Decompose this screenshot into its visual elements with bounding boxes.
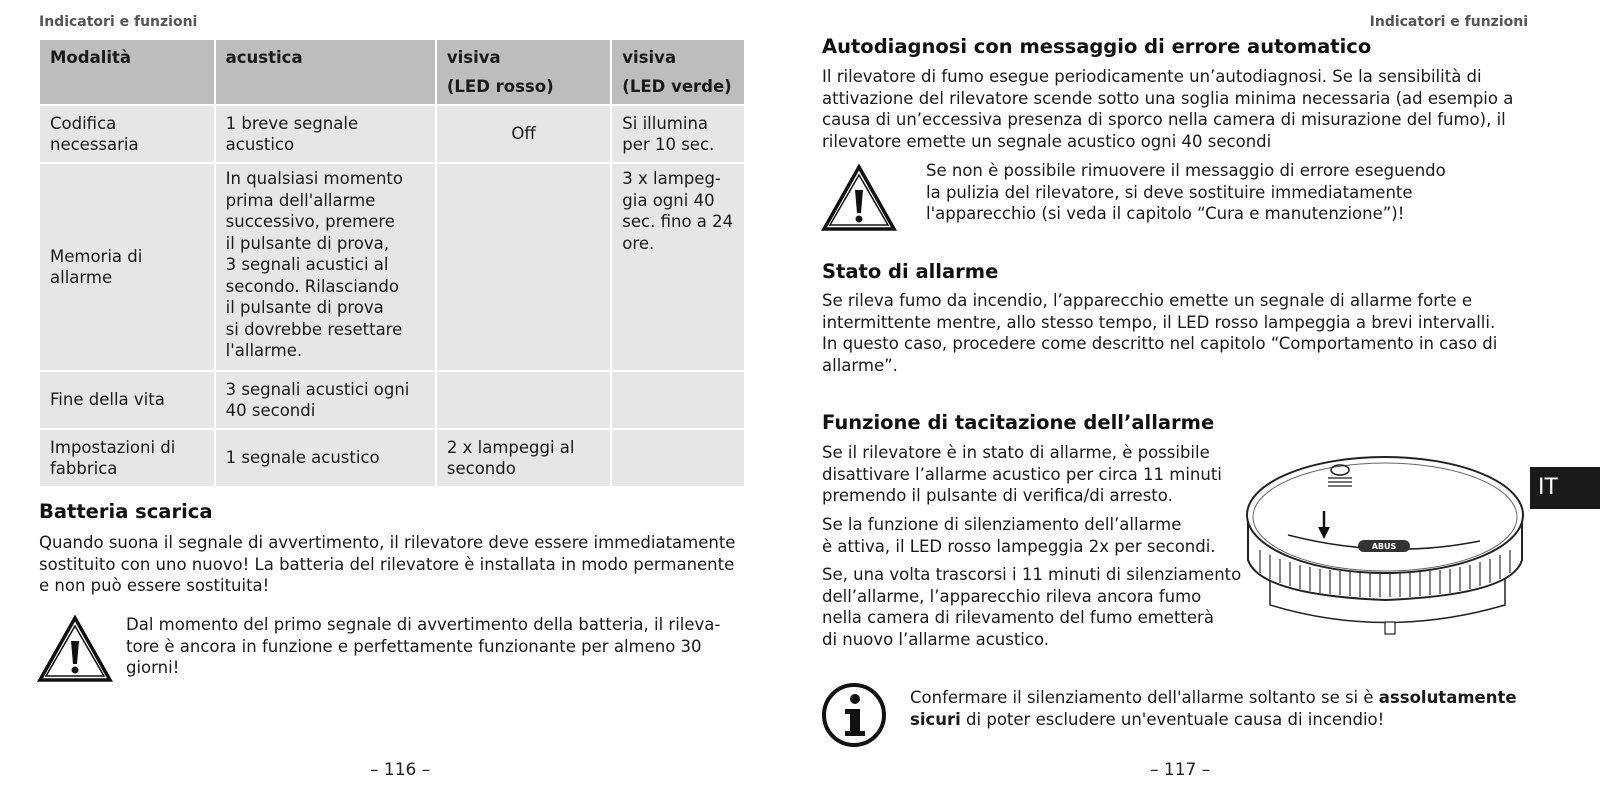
selftest-heading: Autodiagnosi con messaggio di errore automatico (822, 35, 1372, 58)
warning-triangle-icon (37, 615, 113, 683)
info-circle-icon (821, 682, 887, 748)
cell-red: Off (436, 105, 611, 163)
table-row (39, 429, 745, 487)
running-header: Indicatori e funzioni (1369, 14, 1528, 30)
selftest-warning-text: Se non è possibile rimuovere il messaggio di errore eseguendo la pulizia del rilevatore, si deve sostituire immediatamente l'apparecchio (si veda il capitolo “Cura e manutenzione”)! (926, 161, 1446, 223)
battery-warning-text: Dal momento del primo segnale di avvertimento della batteria, il rileva- tore è ancora in funzione e perfettamente funzionante per almeno 30 giorni! (126, 615, 721, 677)
silence-text-2: Se la funzione di silenziamento dell’allarme è attiva, il LED rosso lampeggia 2x per secondi. (822, 515, 1216, 556)
table-row (39, 163, 745, 371)
table-row (39, 105, 745, 163)
running-header: Indicatori e funzioni (39, 14, 198, 30)
cell-green: Si illumina per 10 sec. (611, 105, 745, 163)
cell-acoustic: 1 segnale acustico (215, 429, 436, 487)
cell-red: 2 x lampeggi al secondo (436, 429, 611, 487)
header-visual-red: visiva (LED rosso) (436, 39, 611, 105)
warning-triangle-icon (821, 164, 897, 232)
header-acoustic: acustica (215, 39, 436, 105)
right-page (800, 0, 1600, 801)
silence-heading: Funzione di tacitazione dell’allarme (822, 411, 1215, 434)
cell-mode: Codifica necessaria (39, 105, 215, 163)
silence-text-1: Se il rilevatore è in stato di allarme, è possibile disattivare l’allarme acustico per circa 11 minuti premendo il pulsante di verifica/di arresto. (822, 443, 1222, 505)
table-header-row (39, 39, 745, 105)
cell-green: 3 x lampeg- gia ogni 40 sec. fino a 24 ore. (611, 163, 745, 371)
cell-acoustic: 3 segnali acustici ogni 40 secondi (215, 371, 436, 429)
cell-mode: Fine della vita (39, 371, 215, 429)
cell-acoustic: In qualsiasi momento prima dell'allarme successivo, premere il pulsante di prova, 3 segnali acustici al secondo. Rilasciando il pulsante di prova si dovrebbe resettare l'allarme. (215, 163, 436, 371)
header-visual-green: visiva (LED verde) (611, 39, 745, 105)
cell-green (611, 429, 745, 487)
alarm-heading: Stato di allarme (822, 260, 999, 283)
header-mode: Modalità (39, 39, 215, 105)
battery-heading: Batteria scarica (39, 500, 213, 523)
cell-green (611, 371, 745, 429)
cell-mode: Impostazioni di fabbrica (39, 429, 215, 487)
page-number: – 117 – (1150, 760, 1211, 780)
cell-red (436, 163, 611, 371)
table-row (39, 371, 745, 429)
smoke-detector-illustration (1240, 455, 1530, 645)
cell-red (436, 371, 611, 429)
battery-text: Quando suona il segnale di avvertimento, il rilevatore deve essere immediatamente sostituito con uno nuovo! La batteria del rilevatore è installata in modo permanente e non può essere sostituita! (39, 533, 736, 595)
page-number: – 116 – (370, 760, 431, 780)
silence-text-3: Se, una volta trascorsi i 11 minuti di silenziamento dell’allarme, l’apparecchio rileva ancora fumo nella camera di rilevamento del fumo emetterà di nuovo l’allarme acustico. (822, 565, 1242, 649)
language-tab: IT (1530, 467, 1600, 509)
modes-table (38, 38, 746, 488)
alarm-text: Se rileva fumo da incendio, l’apparecchio emette un segnale di allarme forte e intermittente mentre, allo stesso tempo, il LED rosso lampeggia a brevi intervalli. In questo caso, procedere come descritto nel capitolo “Comportamento in caso di allarme”. (822, 291, 1498, 375)
cell-mode: Memoria di allarme (39, 163, 215, 371)
info-text: Confermare il silenziamento dell'allarme soltanto se si è assolutamente sicuri di poter escludere un'eventuale causa di incendio! (910, 688, 1517, 729)
cell-acoustic: 1 breve segnale acustico (215, 105, 436, 163)
selftest-text: Il rilevatore di fumo esegue periodicamente un’autodiagnosi. Se la sensibilità di attivazione del rilevatore scende sotto una soglia minima necessaria (ad esempio a causa di un’eccessiva presenza di sporco nella camera di misurazione del fumo), il rilevatore emette un segnale acustico ogni 40 secondi (822, 67, 1514, 151)
device-brand-label: ABUS (1371, 542, 1397, 551)
